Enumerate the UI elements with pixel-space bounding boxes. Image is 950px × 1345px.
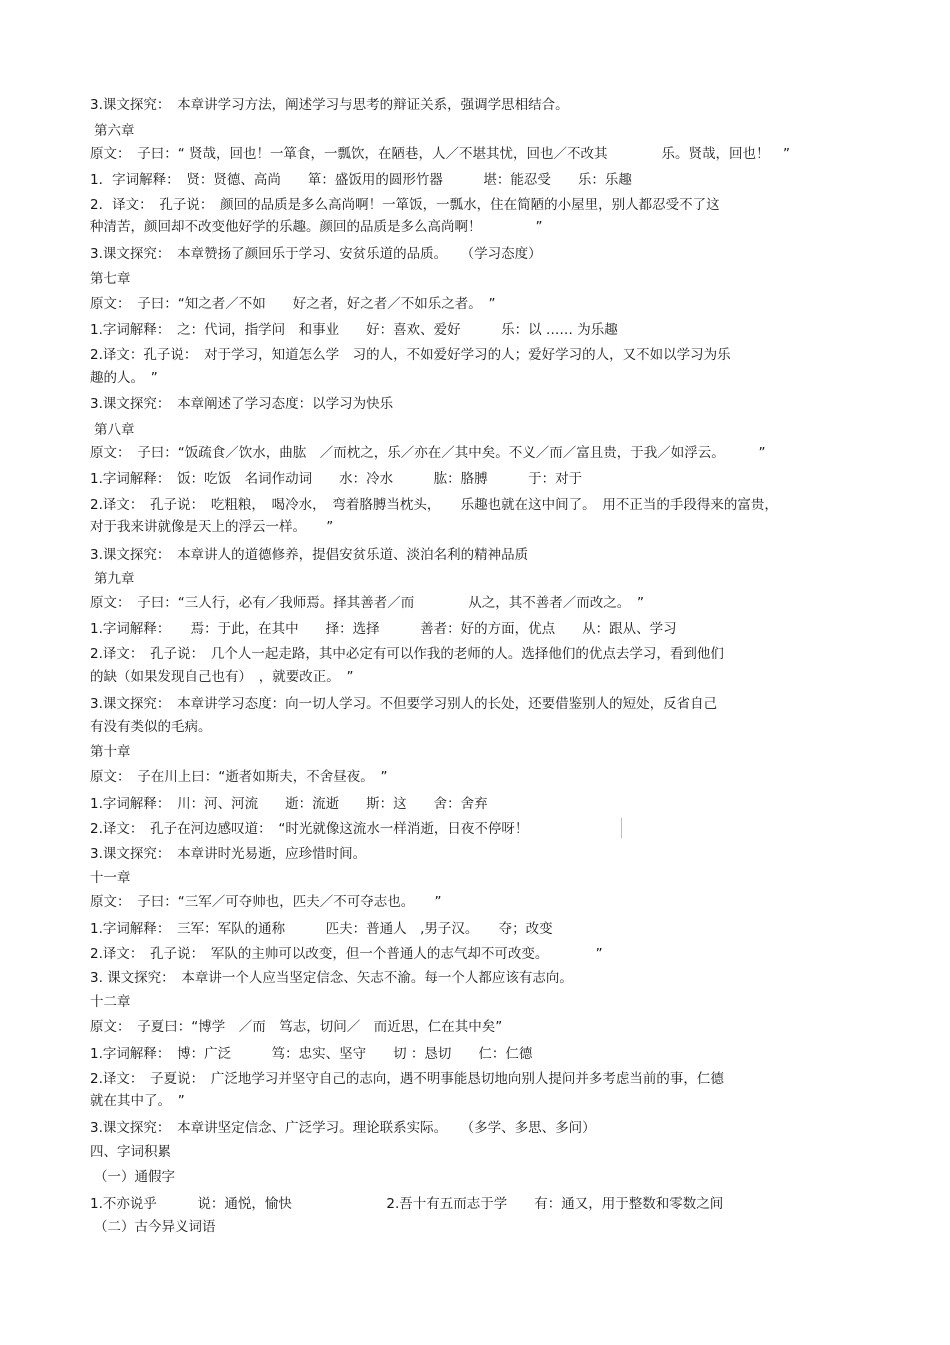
chapter8-analysis: 3.课文探究： 本章讲人的道德修养，提倡安贫乐道、淡泊名利的精神品质: [90, 547, 529, 563]
tongjiazi-heading: （一）通假字: [94, 1169, 175, 1185]
chapter11-translation: 2.译文： 孔子说： 军队的主帅可以改变，但一个普通人的志气却不可改变。 ”: [90, 946, 603, 962]
chapter9-original: 原文： 子曰：“三人行，必有／我师焉。择其善者／而 从之，其不善者／而改之。 ”: [90, 595, 644, 611]
chapter12-translation-cont: 就在其中了。 ”: [90, 1093, 185, 1109]
chapter11-heading: 十一章: [90, 870, 131, 886]
chapter10-glossary: 1.字词解释： 川：河、河流 逝：流逝 斯：这 舍：舍弃: [90, 796, 488, 812]
chapter7-original: 原文： 子曰：“知之者／不如 好之者，好之者／不如乐之者。 ”: [90, 296, 496, 312]
section4-heading: 四、字词积累: [90, 1144, 171, 1160]
chapter6-heading: 第六章: [94, 123, 135, 139]
chapter9-analysis-cont: 有没有类似的毛病。: [90, 719, 212, 735]
chapter6-translation-cont: 种清苦，颜回却不改变他好学的乐趣。颜回的品质是多么高尚啊！ ”: [90, 219, 543, 235]
chapter7-glossary: 1.字词解释： 之：代词，指学问 和事业 好：喜欢、爱好 乐：以 …… 为乐趣: [90, 322, 618, 338]
chapter8-heading: 第八章: [94, 422, 135, 438]
chapter11-original: 原文： 子曰：“三军／可夺帅也，匹夫／不可夺志也。 ”: [90, 894, 442, 910]
chapter6-translation: 2．译文： 孔子说： 颜回的品质是多么高尚啊！一箪饭，一瓢水，住在简陋的小屋里，别人都忍受不了这: [90, 197, 720, 213]
chapter8-translation: 2.译文： 孔子说： 吃粗粮， 喝冷水， 弯着胳膊当枕头， 乐趣也就在这中间了。 用不正当的手段得来的富贵，: [90, 497, 778, 513]
chapter6-original: 原文： 子曰：“ 贤哉，回也！一箪食，一瓢饮，在陋巷，人／不堪其忧，回也／不改其 乐。贤哉，回也！ ”: [90, 146, 791, 162]
chapter12-original: 原文： 子夏曰：“博学 ／而 笃志，切问／ 而近思，仁在其中矣”: [90, 1019, 503, 1035]
chapter9-translation: 2.译文： 孔子说： 几个人一起走路，其中必定有可以作我的老师的人。选择他们的优点去学习，看到他们: [90, 646, 724, 662]
chapter12-analysis: 3.课文探究： 本章讲坚定信念、广泛学习。理论联系实际。 （多学、多思、多问）: [90, 1120, 596, 1136]
chapter9-translation-cont: 的缺（如果发现自己也有） ，就要改正。 ”: [90, 669, 354, 685]
chapter8-glossary: 1.字词解释： 饭：吃饭 名词作动词 水：冷水 肱：胳膊 于：对于: [90, 471, 583, 487]
chapter9-glossary: 1.字词解释： 焉：于此，在其中 择：选择 善者：好的方面，优点 从：跟从、学习: [90, 621, 677, 637]
chapter10-analysis: 3.课文探究： 本章讲时光易逝，应珍惜时间。: [90, 846, 367, 862]
chapter6-analysis: 3.课文探究： 本章赞扬了颜回乐于学习、安贫乐道的品质。 （学习态度）: [90, 246, 542, 262]
chapter12-glossary: 1.字词解释： 博：广泛 笃：忠实、坚守 切 ：恳切 仁：仁德: [90, 1046, 533, 1062]
chapter12-translation: 2.译文： 子夏说： 广泛地学习并坚守自己的志向，遇不明事能恳切地向别人提问并多考虑当前的事，仁德: [90, 1071, 724, 1087]
chapter10-translation: 2.译文： 孔子在河边感叹道： “时光就像这流水一样消逝，日夜不停呀！: [90, 821, 529, 837]
chapter8-translation-cont: 对于我来讲就像是天上的浮云一样。 ”: [90, 519, 334, 535]
chapter6-glossary: 1．字词解释： 贤：贤德、高尚 箪：盛饭用的圆形竹器 堪：能忍受 乐：乐趣: [90, 172, 632, 188]
tongjiazi-items: 1.不亦说乎 说：通悦，愉快 2.吾十有五而志于学 有：通又，用于整数和零数之间: [90, 1196, 724, 1212]
gujin-yiyi-heading: （二）古今异义词语: [94, 1219, 216, 1235]
chapter11-analysis: 3. 课文探究： 本章讲一个人应当坚定信念、矢志不渝。每一个人都应该有志向。: [90, 970, 573, 986]
chapter9-heading: 第九章: [94, 571, 135, 587]
chapter12-heading: 十二章: [90, 994, 131, 1010]
text-cursor-divider: [621, 818, 622, 838]
chapter9-analysis: 3.课文探究： 本章讲学习态度：向一切人学习。不但要学习别人的长处，还要借鉴别人的短处，反省自己: [90, 696, 718, 712]
chapter7-heading: 第七章: [90, 271, 131, 287]
chapter8-original: 原文： 子曰：“饭疏食／饮水，曲肱 ／而枕之，乐／亦在／其中矣。不义／而／富且贵，于我／如浮云。 ”: [90, 445, 766, 461]
chapter5-analysis: 3.课文探究： 本章讲学习方法，阐述学习与思考的辩证关系，强调学思相结合。: [90, 97, 569, 113]
chapter7-analysis: 3.课文探究： 本章阐述了学习态度：以学习为快乐: [90, 396, 394, 412]
chapter7-translation: 2.译文：孔子说： 对于学习，知道怎么学 习的人，不如爱好学习的人；爱好学习的人，又不如以学习为乐: [90, 347, 731, 363]
chapter11-glossary: 1.字词解释： 三军：军队的通称 匹夫：普通人 ,男子汉。 夺；改变: [90, 921, 553, 937]
chapter10-heading: 第十章: [90, 744, 131, 760]
chapter10-original: 原文： 子在川上曰：“逝者如斯夫，不舍昼夜。 ”: [90, 769, 388, 785]
chapter7-translation-cont: 趣的人。 ”: [90, 370, 158, 386]
